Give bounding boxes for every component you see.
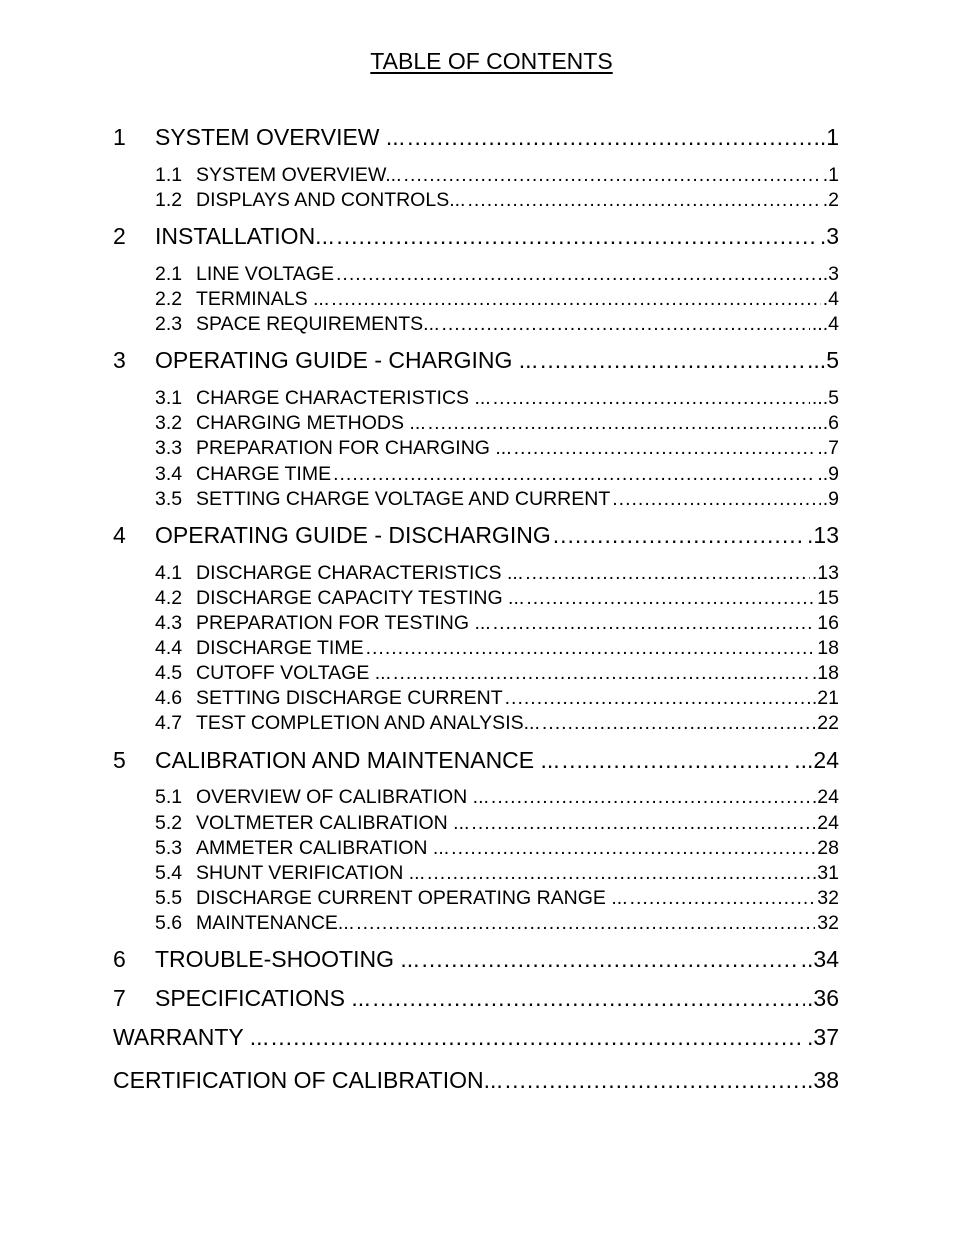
toc-certification[interactable] (113, 1067, 839, 1094)
dot-leader (366, 637, 816, 660)
toc-section-7[interactable] (113, 985, 839, 1012)
subsection-title: CHARGING METHODS ... (196, 412, 426, 434)
subsection-title: SYSTEM OVERVIEW... (196, 164, 402, 186)
subsection-number: 5.5 (155, 887, 183, 909)
page-number: 28 (817, 837, 839, 859)
page-number: .2 (822, 189, 839, 211)
toc-subsection-3-4[interactable] (155, 463, 839, 486)
page-number: .13 (811, 562, 839, 584)
page-number: ..7 (817, 437, 839, 459)
dot-leader (493, 387, 810, 410)
dot-leader (612, 488, 820, 511)
page-title: TABLE OF CONTENTS (370, 48, 613, 74)
dot-leader (336, 223, 817, 250)
subsection-number: 2.2 (155, 288, 183, 310)
toc-subsection-5-3[interactable] (155, 837, 839, 860)
subsection-number: 4.1 (155, 562, 183, 584)
section-number: 7 (113, 985, 126, 1011)
page-number: .37 (807, 1024, 839, 1050)
page-number: .4 (822, 288, 839, 310)
dot-leader (451, 837, 815, 860)
toc-section-5[interactable] (113, 747, 839, 774)
toc-subsection-1-1[interactable] (155, 164, 839, 187)
page-number: 15 (817, 587, 839, 609)
page-number: ...5 (811, 387, 839, 409)
page-number: 22 (817, 712, 839, 734)
subsection-number: 4.2 (155, 587, 183, 609)
dot-leader (356, 912, 815, 935)
toc-subsection-5-6[interactable] (155, 912, 839, 935)
subsection-title: DISPLAYS AND CONTROLS... (196, 189, 466, 211)
dot-leader (333, 463, 815, 486)
section-title: SPECIFICATIONS ... (155, 985, 371, 1011)
subsection-number: 5.4 (155, 862, 183, 884)
dot-leader (526, 587, 815, 610)
page-number: ..9 (817, 463, 839, 485)
page-number: 32 (817, 912, 839, 934)
subsection-title: VOLTMETER CALIBRATION ... (196, 812, 470, 834)
subsection-number: 3.1 (155, 387, 183, 409)
toc-section-6[interactable] (113, 946, 839, 973)
subsection-title: TERMINALS ... (196, 288, 330, 310)
dot-leader (271, 1024, 805, 1051)
subsection-number: 3.5 (155, 488, 183, 510)
toc-subsection-4-3[interactable] (155, 612, 839, 635)
subsection-number: 4.3 (155, 612, 183, 634)
page-number: 24 (817, 812, 839, 834)
page-number: 18 (817, 637, 839, 659)
toc-section-2[interactable] (113, 223, 839, 250)
page-number: .3 (819, 223, 839, 249)
toc-subsection-3-3[interactable] (155, 437, 839, 460)
section-title: OPERATING GUIDE - DISCHARGING (155, 522, 551, 548)
dot-leader (505, 687, 810, 710)
section-title: CALIBRATION AND MAINTENANCE ... (155, 747, 560, 773)
page-number: ...6 (811, 412, 839, 434)
dot-leader (630, 887, 816, 910)
section-number: 3 (113, 347, 126, 373)
toc-warranty[interactable] (113, 1024, 839, 1051)
subsection-number: 4.5 (155, 662, 183, 684)
toc-subsection-1-2[interactable] (155, 189, 839, 212)
subsection-title: DISCHARGE CHARACTERISTICS ... (196, 562, 524, 584)
subsection-title: DISCHARGE CURRENT OPERATING RANGE ... (196, 887, 628, 909)
dot-leader (562, 747, 793, 774)
dot-leader (525, 562, 810, 585)
subsection-title: TEST COMPLETION AND ANALYSIS... (196, 712, 540, 734)
entry-title: CERTIFICATION OF CALIBRATION... (113, 1067, 503, 1093)
subsection-number: 3.2 (155, 412, 183, 434)
subsection-number: 1.2 (155, 189, 183, 211)
subsection-number: 5.3 (155, 837, 183, 859)
page-number: 32 (817, 887, 839, 909)
subsection-number: 3.4 (155, 463, 183, 485)
subsection-title: SETTING DISCHARGE CURRENT (196, 687, 503, 709)
dot-leader (491, 786, 810, 809)
toc-subsection-5-4[interactable] (155, 862, 839, 885)
toc-subsection-3-1[interactable] (155, 387, 839, 410)
subsection-number: 4.6 (155, 687, 183, 709)
dot-leader (393, 662, 810, 685)
dot-leader (467, 189, 820, 212)
page-number: .3 (822, 263, 839, 285)
page-number: .31 (811, 862, 839, 884)
section-number: 2 (113, 223, 126, 249)
dot-leader (427, 862, 810, 885)
subsection-title: LINE VOLTAGE (196, 263, 334, 285)
toc-subsection-4-2[interactable] (155, 587, 839, 610)
page-number: .13 (807, 522, 839, 548)
subsection-number: 5.1 (155, 786, 183, 808)
toc-subsection-3-2[interactable] (155, 412, 839, 435)
section-title: SYSTEM OVERVIEW ... (155, 124, 406, 150)
subsection-title: PREPARATION FOR TESTING ... (196, 612, 491, 634)
page-number: .21 (811, 687, 839, 709)
dot-leader (553, 522, 805, 549)
subsection-number: 1.1 (155, 164, 183, 186)
page-number: ..34 (800, 946, 839, 972)
dot-leader (422, 946, 799, 973)
subsection-title: DISCHARGE CAPACITY TESTING ... (196, 587, 525, 609)
subsection-title: CUTOFF VOLTAGE ... (196, 662, 392, 684)
dot-leader (407, 124, 818, 151)
toc-subsection-4-7[interactable] (155, 712, 839, 735)
toc-subsection-2-2[interactable] (155, 288, 839, 311)
dot-leader (493, 612, 816, 635)
toc-subsection-2-1[interactable] (155, 263, 839, 286)
dot-leader (542, 712, 815, 735)
subsection-title: SHUNT VERIFICATION ... (196, 862, 425, 884)
subsection-number: 2.3 (155, 313, 183, 335)
subsection-number: 2.1 (155, 263, 183, 285)
subsection-title: OVERVIEW OF CALIBRATION ... (196, 786, 489, 808)
subsection-number: 4.4 (155, 637, 183, 659)
section-number: 4 (113, 522, 126, 548)
dot-leader (404, 164, 821, 187)
dot-leader (540, 347, 805, 374)
section-title: TROUBLE-SHOOTING ... (155, 946, 420, 972)
subsection-number: 3.3 (155, 437, 183, 459)
page-number: ..38 (800, 1067, 839, 1093)
toc-subsection-5-1[interactable] (155, 786, 839, 809)
toc-subsection-4-4[interactable] (155, 637, 839, 660)
subsection-title: PREPARATION FOR CHARGING ... (196, 437, 512, 459)
entry-title: WARRANTY ... (113, 1024, 269, 1050)
subsection-title: DISCHARGE TIME (196, 637, 364, 659)
subsection-title: MAINTENANCE... (196, 912, 355, 934)
dot-leader (505, 1067, 799, 1094)
subsection-number: 5.6 (155, 912, 183, 934)
dot-leader (514, 437, 816, 460)
section-number: 6 (113, 946, 126, 972)
section-title: OPERATING GUIDE - CHARGING ... (155, 347, 538, 373)
section-number: 1 (113, 124, 126, 150)
page-number: ...24 (794, 747, 839, 773)
section-number: 5 (113, 747, 126, 773)
toc-section-3[interactable] (113, 347, 839, 374)
dot-leader (428, 412, 810, 435)
page-number: ...5 (807, 347, 839, 373)
dot-leader (336, 263, 821, 286)
page-number: .1 (822, 164, 839, 186)
page-number: .1 (819, 124, 839, 150)
toc-subsection-5-2[interactable] (155, 812, 839, 835)
subsection-title: CHARGE TIME (196, 463, 332, 485)
toc-section-4[interactable] (113, 522, 839, 549)
page-number: .18 (811, 662, 839, 684)
section-title: INSTALLATION... (155, 223, 335, 249)
toc-subsection-4-6[interactable] (155, 687, 839, 710)
subsection-title: CHARGE CHARACTERISTICS ... (196, 387, 491, 409)
subsection-number: 5.2 (155, 812, 183, 834)
subsection-title: SPACE REQUIREMENTS... (196, 313, 440, 335)
page-number: ...4 (811, 313, 839, 335)
subsection-number: 4.7 (155, 712, 183, 734)
toc-subsection-5-5[interactable] (155, 887, 839, 910)
dot-leader (471, 812, 815, 835)
toc-section-1[interactable] (113, 124, 839, 151)
subsection-title: AMMETER CALIBRATION ... (196, 837, 450, 859)
page-number: .24 (811, 786, 839, 808)
dot-leader (373, 985, 805, 1012)
toc-subsection-4-5[interactable] (155, 662, 839, 685)
dot-leader (331, 288, 820, 311)
toc-subsection-2-3[interactable] (155, 313, 839, 336)
toc-subsection-4-1[interactable] (155, 562, 839, 585)
toc-subsection-3-5[interactable] (155, 488, 839, 511)
subsection-title: SETTING CHARGE VOLTAGE AND CURRENT (196, 488, 611, 510)
page-number: .9 (822, 488, 839, 510)
page-number: .36 (807, 985, 839, 1011)
page-number: 16 (817, 612, 839, 634)
dot-leader (441, 313, 809, 336)
